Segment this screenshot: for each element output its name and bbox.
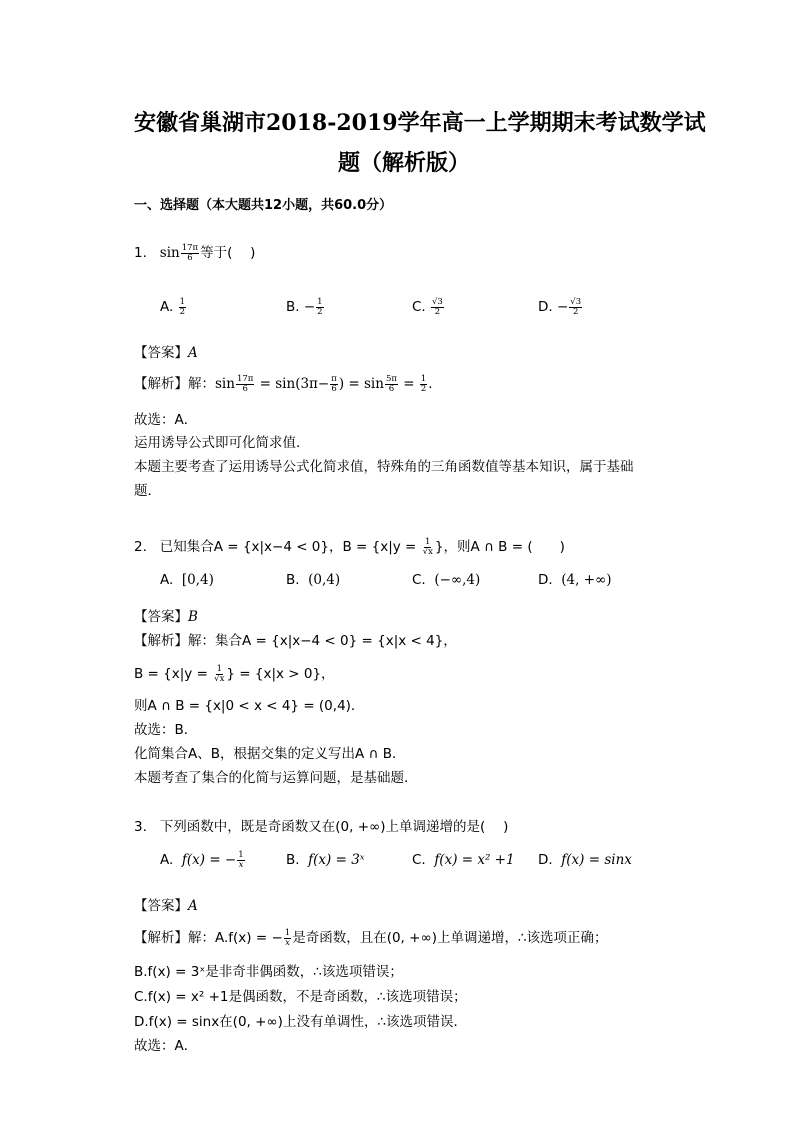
- q2-option-a: A. [0,4): [160, 572, 214, 588]
- q2-solution3: 则A ∩ B = {x|0 < x < 4} = (0,4)．: [134, 698, 365, 714]
- q3-option-b: B. f(x) = 3ˣ: [286, 852, 365, 868]
- q3-solution3: C.f(x) = x² +1是偶函数，不是奇函数，∴该选项错误；: [134, 989, 467, 1005]
- q3-stem: 3. 下列函数中，既是奇函数又在(0, +∞)上单调递增的是( ): [134, 819, 509, 835]
- q1-note1: 运用诱导公式即可化简求值．: [134, 435, 310, 451]
- q1-note2: 本题主要考查了运用诱导公式化简求值，特殊角的三角函数值等基本知识，属于基础: [134, 459, 634, 475]
- q1-option-c: C. $\frac{√3}{2}$: [412, 296, 443, 317]
- q1-fraction: $\frac{17\pi}{6}$: [181, 242, 199, 263]
- q1-number: 1.: [134, 245, 147, 261]
- q2-choose: 故选：B．: [134, 722, 198, 738]
- q2-stem: 2. 已知集合A = {x|x−4 < 0}，B = {x|y = $\frac{1}{√x}$ }，则A ∩ B = ( ): [134, 536, 565, 557]
- q1-stem: 1. sin $\frac{17\pi}{6}$ 等于( ): [134, 242, 256, 263]
- q1-answer: 【答案】A: [134, 345, 198, 361]
- q1-solution: 【解析】解：sin $\frac{17\pi}{6}$ = sin(3π− $\frac{\pi}{6}$ ) = sin $\frac{5\pi}{6}$ = $\frac{1}{2}$ .: [134, 373, 433, 394]
- q2-answer: 【答案】B: [134, 609, 198, 625]
- q3-option-c: C. f(x) = x² +1: [412, 852, 515, 868]
- q2-note1: 化简集合A、B，根据交集的定义写出A ∩ B．: [134, 746, 406, 762]
- q2-option-c: C. (−∞,4): [412, 572, 481, 588]
- doc-title-line1: 安徽省巢湖市2018-2019学年高一上学期期末考试数学试: [134, 110, 706, 136]
- q3-solution4: D.f(x) = sinx在(0, +∞)上没有单调性，∴该选项错误．: [134, 1014, 468, 1030]
- q3-solution2: B.f(x) = 3ˣ是非奇非偶函数，∴该选项错误；: [134, 964, 403, 980]
- q3-option-a: A. f(x) = − $\frac{1}{x}$: [160, 849, 244, 870]
- q2-note2: 本题考查了集合的化简与运算问题，是基础题．: [134, 770, 418, 786]
- q1-option-d: D. − $\frac{√3}{2}$: [538, 296, 582, 317]
- q3-answer: 【答案】A: [134, 898, 198, 914]
- q2-solution1: 【解析】解：集合A = {x|x−4 < 0} = {x|x < 4}，: [134, 633, 457, 649]
- q3-option-d: D. f(x) = sinx: [538, 852, 632, 868]
- q1-option-b: B. − $\frac{1}{2}$: [286, 296, 323, 317]
- q1-option-a: A. $\frac{1}{2}$: [160, 296, 186, 317]
- q1-choose: 故选：A．: [134, 412, 198, 428]
- q1-note3: 题．: [134, 483, 161, 499]
- q2-solution2: B = {x|y = $\frac{1}{√x}$ } = {x|x > 0}，: [134, 663, 335, 684]
- q3-solution1: 【解析】解：A.f(x) = − $\frac{1}{x}$ 是奇函数，且在(0, +∞)上单调递增，∴该选项正确；: [134, 927, 608, 948]
- q3-choose: 故选：A．: [134, 1038, 198, 1054]
- section-heading: 一、选择题（本大题共12小题，共60.0分）: [134, 198, 393, 213]
- doc-title-line2: 题（解析版）: [338, 150, 471, 176]
- q2-option-b: B. (0,4): [286, 572, 341, 588]
- q2-option-d: D. (4, +∞): [538, 572, 612, 588]
